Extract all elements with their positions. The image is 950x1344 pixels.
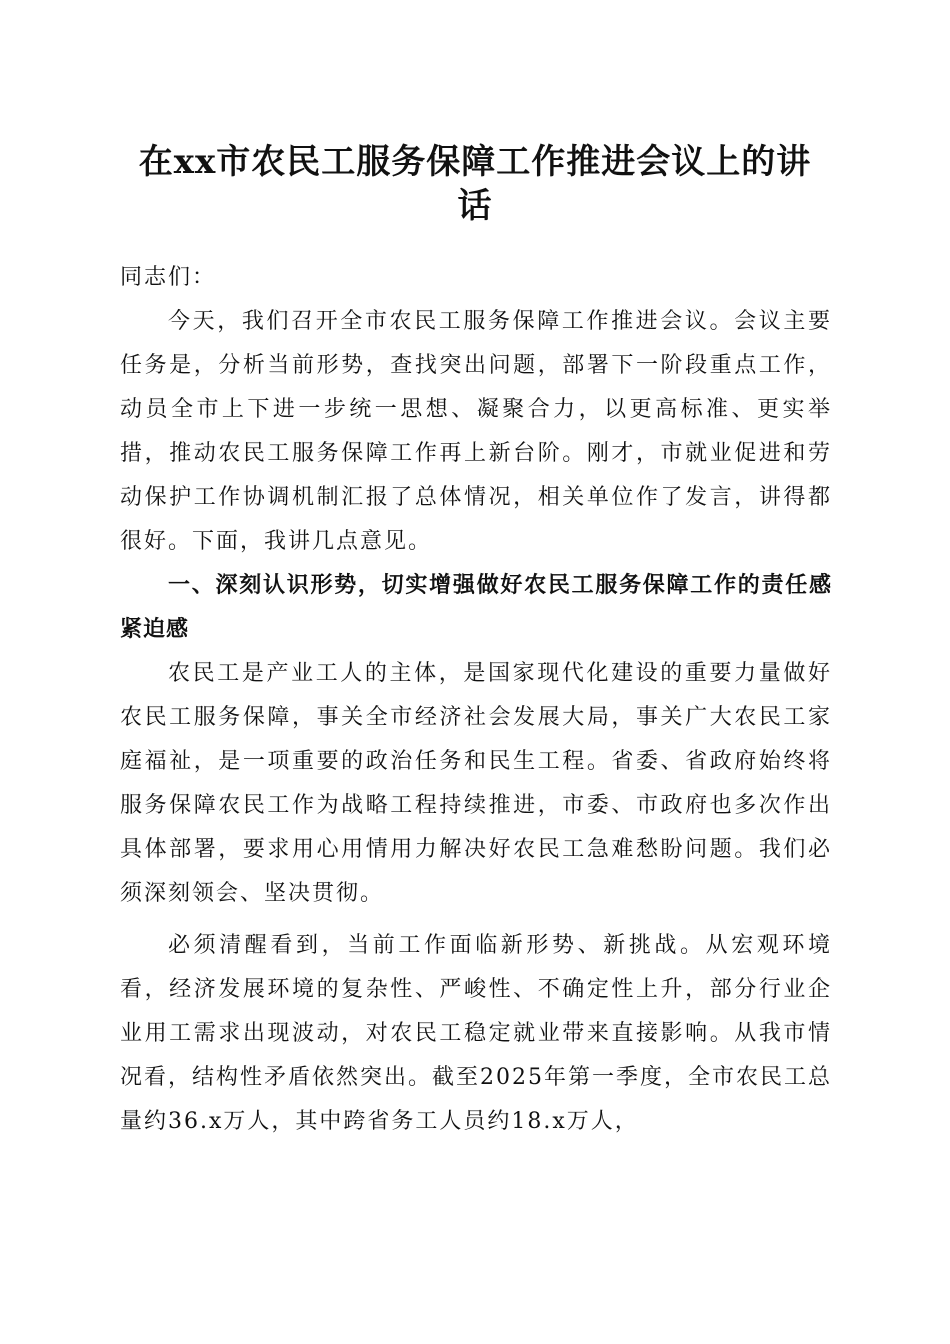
salutation: 同志们： (120, 265, 217, 290)
title-line-1: 在xx市农民工服务保障工作推进会议上的讲 (138, 142, 812, 182)
title-line-2: 话 (457, 186, 493, 226)
document-title (110, 140, 840, 228)
section-1-heading: 一、深刻认识形势，切实增强做好农民工服务保障工作的责任感紧迫感 (120, 573, 832, 642)
opening-paragraph: 今天，我们召开全市农民工服务保障工作推进会议。会议主要任务是，分析当前形势，查找突出问题，部署下一阶段重点工作，动员全市上下进一步统一思想、凝聚合力，以更高标准、更实举措，推动农民工服务保障工作再上新台阶。刚才，市就业促进和劳动保护工作协调机制汇报了总体情况，相关单位作了发言，讲得都很好。下面，我讲几点意见。 (120, 309, 832, 554)
section-1-paragraph-1: 农民工是产业工人的主体，是国家现代化建设的重要力量做好农民工服务保障，事关全市经济社会发展大局，事关广大农民工家庭福祉，是一项重要的政治任务和民生工程。省委、省政府始终将服务保障农民工作为战略工程持续推进，市委、市政府也多次作出具体部署，要求用心用情用力解决好农民工急难愁盼问题。我们必须深刻领会、坚决贯彻。 (120, 661, 832, 906)
paragraph-gap (120, 916, 832, 924)
document-body (120, 256, 832, 1144)
section-1-paragraph-2: 必须清醒看到，当前工作面临新形势、新挑战。从宏观环境看，经济发展环境的复杂性、严峻性、不确定性上升，部分行业企业用工需求出现波动，对农民工稳定就业带来直接影响。从我市情况看，结构性矛盾依然突出。截至2025年第一季度，全市农民工总量约36.x万人，其中跨省务工人员约18.x万人， (120, 933, 832, 1134)
